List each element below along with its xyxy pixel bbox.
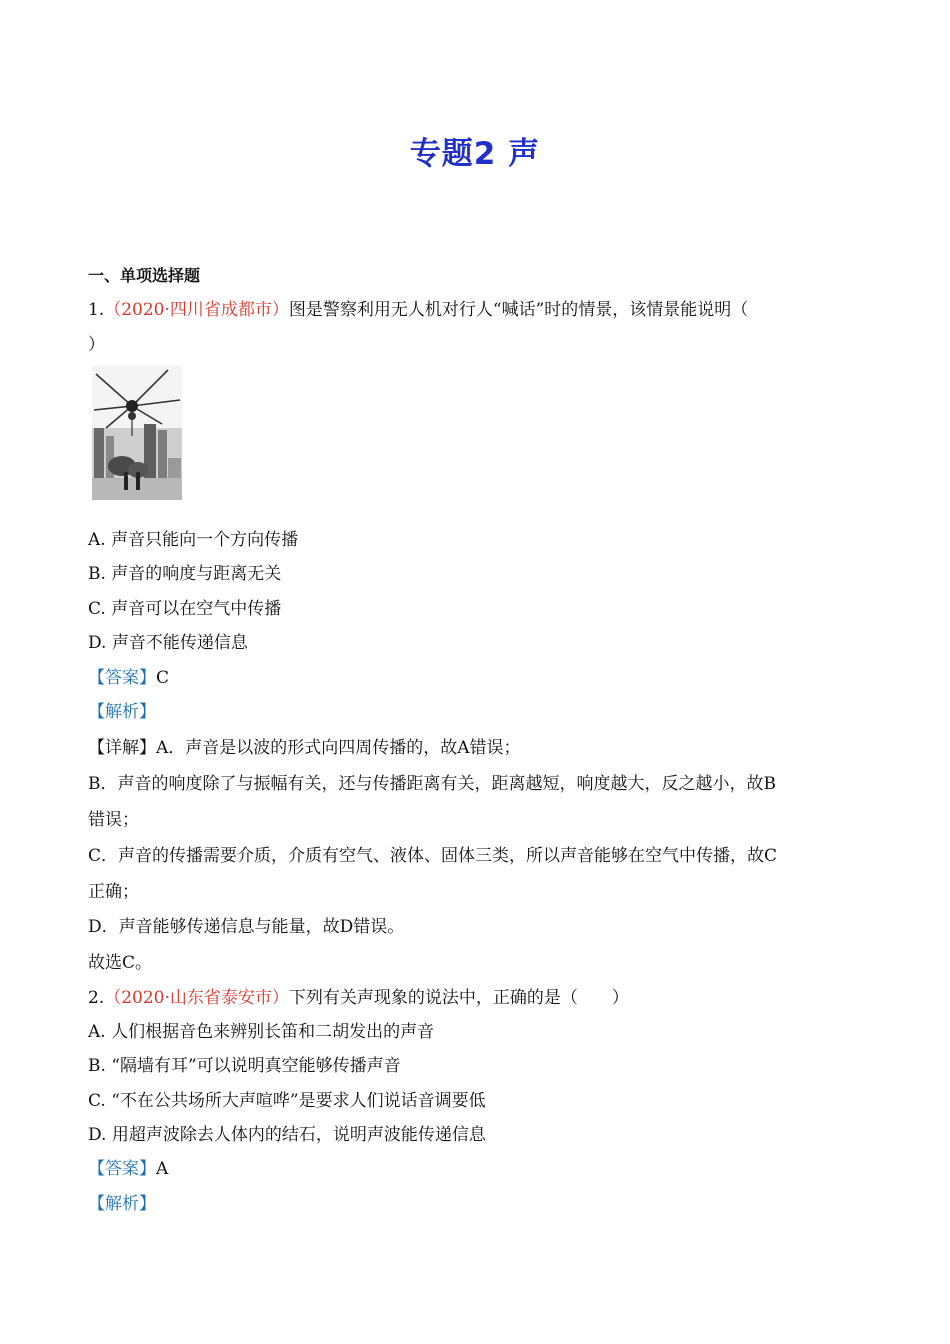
- answer-line: [88, 666, 169, 690]
- option-c: C. “不在公共场所大声喧哗”是要求人们说话音调要低: [88, 1091, 486, 1111]
- analysis-tag: 【解析】: [88, 702, 156, 722]
- detail-line: 错误；: [88, 810, 139, 830]
- question-1-stem-cont: ）: [88, 335, 105, 355]
- option-d: D. 声音不能传递信息: [88, 633, 248, 653]
- answer-line: [88, 1157, 168, 1181]
- option-a: A. 人们根据音色来辨别长笛和二胡发出的声音: [88, 1022, 435, 1042]
- option-b: B. 声音的响度与距离无关: [88, 564, 282, 584]
- answer-tag: 【答案】: [88, 668, 156, 688]
- question-text: 下列有关声现象的说法中，正确的是（ ）: [288, 988, 629, 1008]
- question-source: （2020·山东省泰安市）: [104, 988, 289, 1008]
- answer-value: A: [156, 1159, 169, 1179]
- detail-line: C．声音的传播需要介质，介质有空气、液体、固体三类，所以声音能够在空气中传播，故C: [88, 846, 778, 866]
- detail-line: D．声音能够传递信息与能量，故D错误。: [88, 917, 405, 937]
- page-title: 专题2 声: [409, 136, 541, 172]
- detail-line: 正确；: [88, 882, 139, 902]
- analysis-tag: 【解析】: [88, 1194, 156, 1214]
- section-heading: 一、单项选择题: [88, 266, 201, 285]
- question-1-stem: [88, 298, 748, 322]
- answer-tag: 【答案】: [88, 1159, 156, 1179]
- detail-line: 【详解】A．声音是以波的形式向四周传播的，故A错误；: [88, 738, 521, 758]
- question-text: 图是警察利用无人机对行人“喊话”时的情景，该情景能说明（: [288, 300, 749, 320]
- question-source: （2020·四川省成都市）: [104, 300, 289, 320]
- option-c: C. 声音可以在空气中传播: [88, 599, 282, 619]
- question-2-stem: [88, 986, 629, 1010]
- detail-line: B．声音的响度除了与振幅有关，还与传播距离有关，距离越短，响度越大，反之越小，故B: [88, 774, 776, 794]
- option-b: B. “隔墙有耳”可以说明真空能够传播声音: [88, 1056, 401, 1076]
- question-number: 2.: [88, 988, 105, 1008]
- question-number: 1.: [88, 300, 105, 320]
- option-a: A. 声音只能向一个方向传播: [88, 530, 299, 550]
- option-d: D. 用超声波除去人体内的结石，说明声波能传递信息: [88, 1125, 486, 1145]
- drone-photo: [92, 366, 182, 500]
- detail-line: 故选C。: [88, 953, 153, 973]
- answer-value: C: [156, 668, 170, 688]
